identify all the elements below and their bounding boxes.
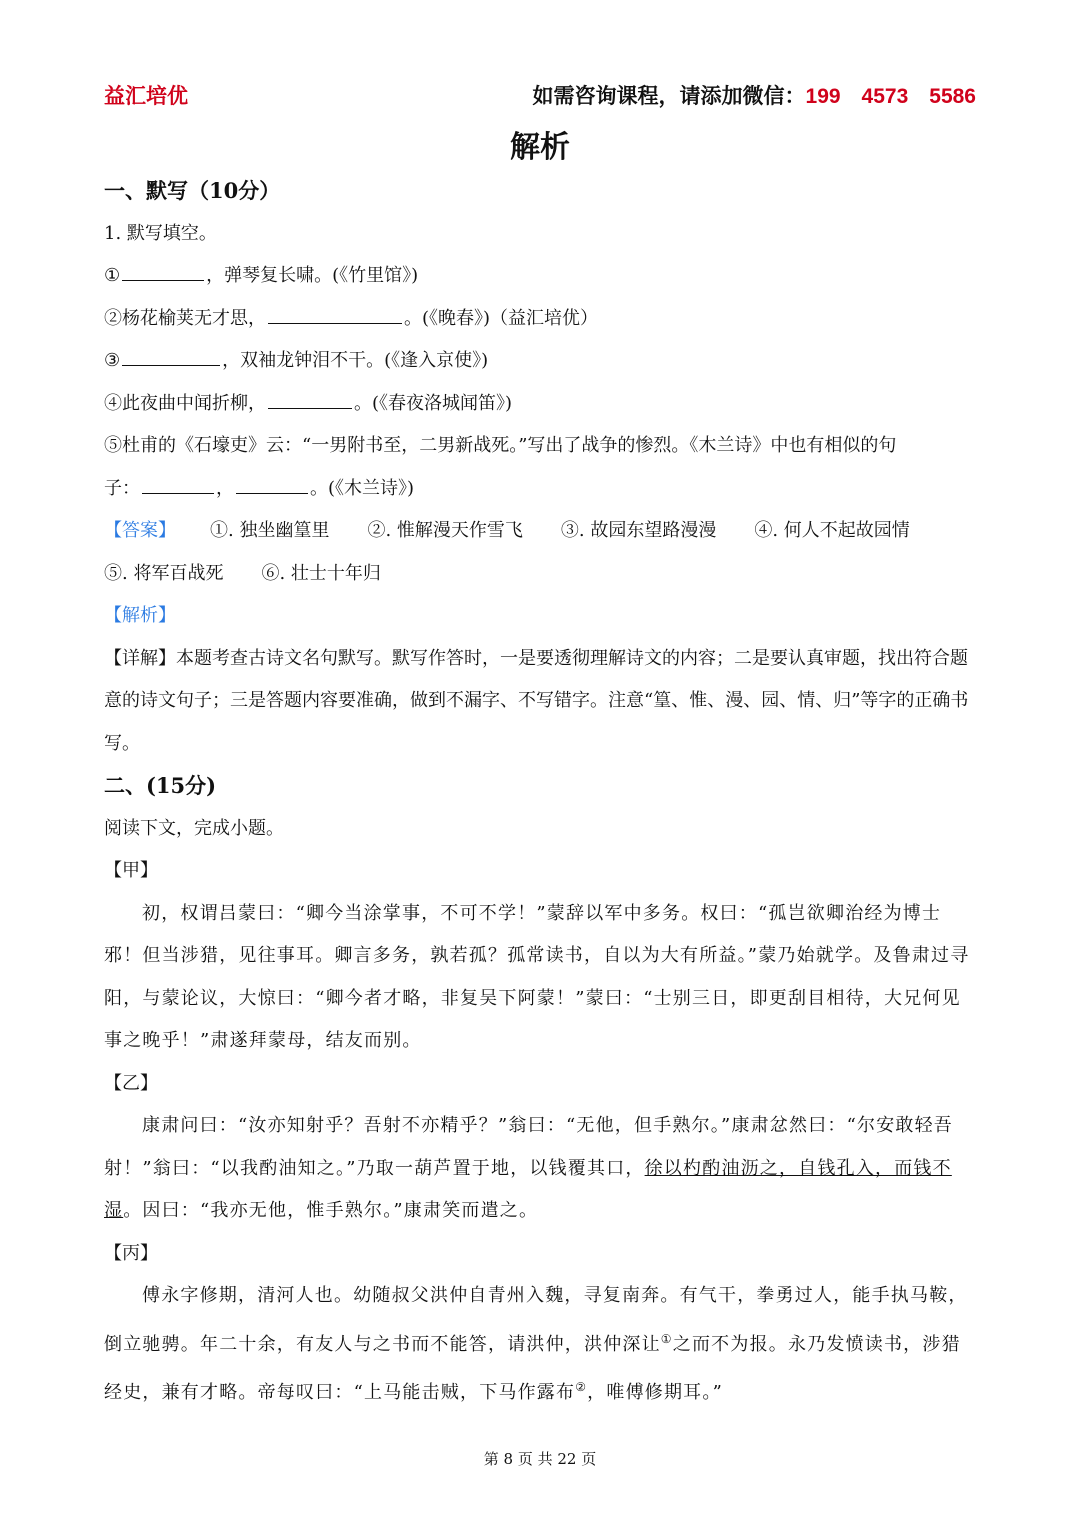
l1-suffix: ，弹琴复长啸。(《竹里馆》) — [206, 265, 419, 286]
answer-tag: 【答案】 — [104, 520, 176, 541]
answer-item: ⑥. 壮士十年归 — [261, 562, 381, 584]
bing-text-b: 之而不为报。永乃发愤读书，涉猎经史，兼有才略。帝每叹曰：“上马能击贼，下马作露布 — [104, 1333, 961, 1403]
passage-bing-label: 【丙】 — [104, 1242, 158, 1264]
yi-underlined-sentence: 徐以杓酌油沥之，自钱孔入，而钱不湿 — [104, 1157, 952, 1221]
fill-blank-1 — [122, 262, 204, 281]
l4-suffix: 。(《春夜洛城闻笛》) — [354, 392, 513, 414]
answer-row-1 — [104, 510, 976, 553]
blank-line-1 — [104, 255, 976, 298]
bing-text-c: ，唯傅修期耳。” — [587, 1382, 723, 1403]
section1-heading: 一、默写（10分） — [104, 178, 281, 203]
l6-suffix: 。(《木兰诗》) — [310, 477, 415, 499]
passage-bing — [104, 1275, 976, 1415]
blank-line-3 — [104, 340, 976, 383]
fill-blank-3 — [122, 347, 220, 366]
footnote-marker-1: ① — [660, 1331, 673, 1346]
answer-item: ⑤. 将军百战死 — [104, 562, 224, 584]
fill-blank-2 — [268, 305, 402, 324]
contact-phone: 199 4573 5586 — [805, 85, 976, 108]
answer-item: ④. 何人不起故园情 — [754, 520, 910, 541]
analysis-tag: 【解析】 — [104, 605, 176, 626]
blank-line-4 — [104, 383, 976, 426]
answer-item: ②. 惟解漫天作雪飞 — [367, 520, 523, 541]
blank-line-2 — [104, 298, 976, 341]
section2-heading: 二、(15分) — [104, 773, 217, 798]
l3-suffix: ，双袖龙钟泪不干。(《逢入京使》) — [222, 350, 489, 371]
passage-yi — [104, 1105, 976, 1233]
l1-prefix: ① — [104, 265, 121, 286]
answer-item: ③. 故园东望路漫漫 — [560, 520, 717, 541]
l6-prefix: 子： — [104, 477, 140, 499]
detail-text: 【详解】本题考查古诗文名句默写。默写作答时，一是要透彻理解诗文的内容；二是要认真审题，找出符合题意的诗文句子；三是答题内容要准确，做到不漏字、不写错字。注意“篁、惟、漫、园、情、归”等字的正确书写。 — [104, 647, 969, 754]
contact-info — [533, 80, 976, 110]
section2-intro: 阅读下文，完成小题。 — [104, 817, 284, 839]
fill-blank-6 — [236, 475, 308, 494]
footnote-marker-2: ② — [575, 1380, 588, 1394]
page-title: 解析 — [510, 130, 570, 165]
answer-row-2 — [104, 553, 976, 596]
passage-jia-label: 【甲】 — [104, 860, 158, 881]
brand-name: 益汇培优 — [104, 83, 188, 108]
fill-blank-5 — [142, 475, 214, 494]
fill-blank-4 — [268, 390, 352, 409]
passage-yi-label: 【乙】 — [104, 1072, 158, 1094]
yi-text-b: 。因曰：“我亦无他，惟手熟尔。”康肃笑而遣之。 — [123, 1200, 539, 1221]
l2-suffix: 。(《晚春》)（益汇培优） — [404, 307, 599, 329]
yi-text-a: 康肃问曰：“汝亦知射乎？吾射不亦精乎？”翁曰：“无他，但手熟尔。”康肃忿然曰：“尔安敢轻吾射！”翁曰：“以我酌油知之。”乃取一葫芦置于地，以钱覆其口， — [104, 1115, 954, 1179]
l4-prefix: ④此夜曲中闻折柳， — [104, 392, 266, 414]
contact-label: 如需咨询课程，请添加微信： — [532, 83, 806, 108]
l6-comma: ， — [216, 477, 234, 499]
content — [104, 170, 976, 1415]
bing-text-a: 傅永字修期，清河人也。幼随叔父洪仲自青州入魏，寻复南奔。有气干，拳勇过人，能手执马鞍，倒立驰骋。年二十余，有友人与之书而不能答，请洪仲，洪仲深让 — [104, 1285, 968, 1355]
blank-line-6 — [104, 468, 976, 511]
page-footer: 第 8 页 共 22 页 — [483, 1450, 597, 1468]
l3-prefix: ③ — [104, 350, 121, 371]
l2-prefix: ②杨花榆荚无才思， — [104, 307, 266, 329]
q1-label: 1. 默写填空。 — [104, 222, 217, 244]
answer-item: ①. 独坐幽篁里 — [210, 520, 330, 541]
passage-jia: 初，权谓吕蒙曰：“卿今当涂掌事，不可不学！”蒙辞以军中多务。权曰：“孤岂欲卿治经为博士邪！但当涉猎，见往事耳。卿言多务，孰若孤？孤常读书，自以为大有所益。”蒙乃始就学。及鲁肃过寻阳，与蒙论议，大惊曰：“卿今者才略，非复吴下阿蒙！”蒙曰：“士别三日，即更刮目相待，大兄何见事之晚乎！”肃遂拜蒙母，结友而别。 — [104, 902, 970, 1051]
blank-line-5: ⑤杜甫的《石壕吏》云：“一男附书至，二男新战死。”写出了战争的惨烈。《木兰诗》中也有相似的句 — [104, 435, 897, 456]
